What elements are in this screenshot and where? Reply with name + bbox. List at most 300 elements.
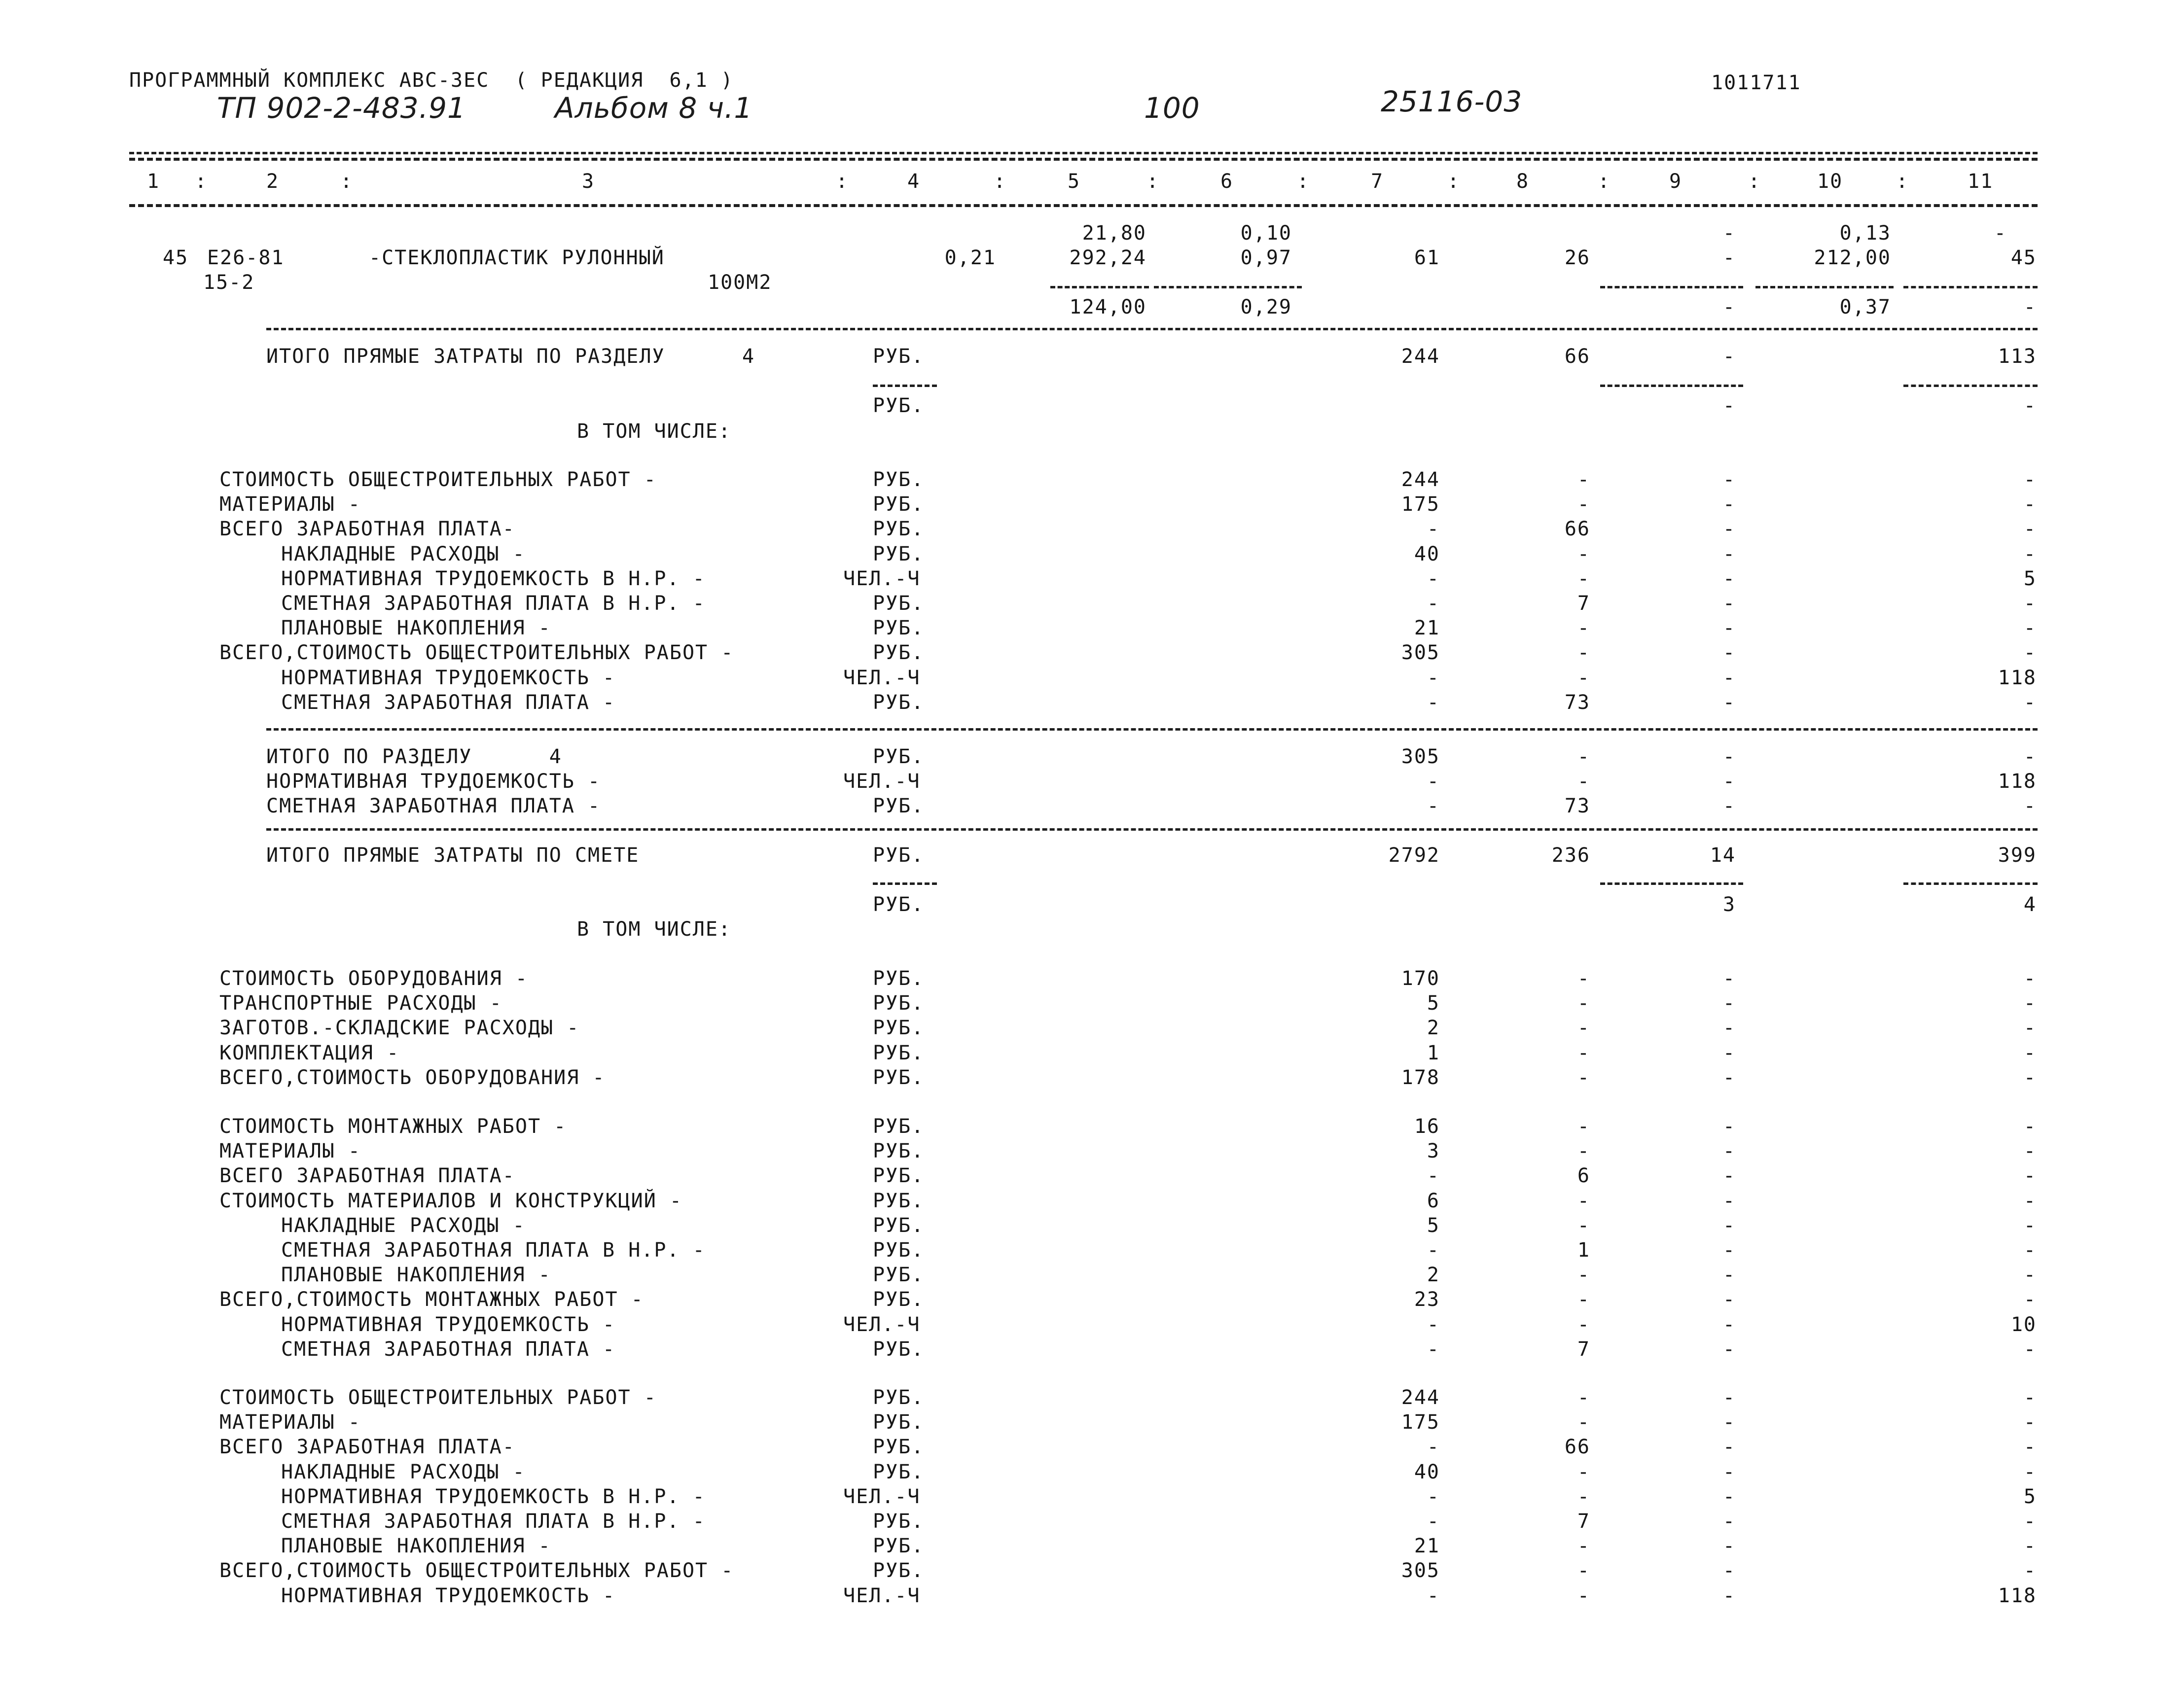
row-unit: РУБ.	[873, 518, 925, 541]
row-c8: -	[1577, 542, 1590, 565]
summary-row	[0, 1264, 2184, 1286]
row-c9: -	[1722, 1066, 1736, 1089]
handwritten-album: Альбом 8 ч.1	[555, 91, 753, 125]
smeta-total-sub-unit: РУБ.	[873, 893, 925, 916]
row-label: ЗАГОТОВ.-СКЛАДСКИЕ РАСХОДЫ -	[219, 1017, 580, 1040]
row-c7: 244	[1401, 468, 1440, 491]
row-label: ВСЕГО ЗАРАБОТНАЯ ПЛАТА-	[219, 1436, 515, 1459]
handwritten-page-number: 100	[1144, 91, 1200, 125]
row-c11: -	[2023, 1214, 2037, 1237]
row-c11: -	[2023, 1510, 2037, 1533]
item-unit: 100М2	[708, 271, 772, 294]
row-c11: -	[2023, 1386, 2037, 1409]
rule-item-bottom	[266, 328, 2038, 330]
item-c7: 61	[1414, 246, 1440, 269]
row-c9: -	[1722, 1214, 1736, 1237]
column-number-5: 5	[1068, 170, 1081, 193]
row-c9: -	[1722, 1436, 1736, 1459]
smeta-total-label: ИТОГО ПРЯМЫЕ ЗАТРАТЫ ПО СМЕТЕ	[266, 844, 640, 867]
row-label: ВСЕГО,СТОИМОСТЬ ОБЩЕСТРОИТЕЛЬНЫХ РАБОТ -	[219, 641, 734, 665]
rule-total-c9	[1600, 385, 1743, 387]
item-name: -СТЕКЛОПЛАСТИК РУЛОННЫЙ	[369, 246, 665, 269]
rule-smeta-unit	[873, 882, 937, 885]
row-label: СТОИМОСТЬ МОНТАЖНЫХ РАБОТ -	[219, 1115, 567, 1138]
row-label: ВСЕГО,СТОИМОСТЬ ОБЩЕСТРОИТЕЛЬНЫХ РАБОТ -	[219, 1559, 734, 1582]
row-unit: РУБ.	[873, 1264, 925, 1287]
row-c9: -	[1722, 1017, 1736, 1040]
column-number-9: 9	[1669, 170, 1683, 193]
row-label: ВСЕГО ЗАРАБОТНАЯ ПЛАТА-	[219, 1164, 515, 1188]
row-c9: -	[1722, 1411, 1736, 1434]
column-number-row: 1 : 2 : 3 : 4 : 5 : 6 : 7 : 8 : 9 : 10 : 11	[147, 170, 1994, 193]
summary-row	[0, 1115, 2184, 1138]
row-c8: 1	[1577, 1239, 1590, 1262]
row-unit: РУБ.	[873, 1189, 925, 1212]
item-c6-line3: 0,29	[1240, 296, 1292, 318]
summary-row	[0, 1288, 2184, 1311]
row-c8: -	[1577, 1041, 1590, 1064]
summary-row	[0, 770, 2184, 793]
row-unit: РУБ.	[873, 1535, 925, 1558]
row-c8: -	[1577, 567, 1590, 590]
item-c11-line2: 45	[2010, 246, 2037, 269]
handwritten-project-number: ТП 902-2-483.91	[217, 91, 466, 125]
row-c8: 7	[1577, 1510, 1590, 1533]
item-c11-line1: -	[1994, 222, 2007, 245]
row-unit: РУБ.	[873, 1460, 925, 1483]
row-c7: -	[1427, 1584, 1440, 1607]
row-c7: 175	[1401, 493, 1440, 516]
row-unit: РУБ.	[873, 1041, 925, 1064]
row-c8: -	[1577, 1115, 1590, 1138]
item-c5-line3: 124,00	[1069, 296, 1146, 318]
row-unit: ЧЕЛ.-Ч	[843, 1584, 921, 1607]
summary-row	[0, 1190, 2184, 1212]
row-c8: -	[1577, 1066, 1590, 1089]
row-label: МАТЕРИАЛЫ -	[219, 1411, 361, 1434]
row-unit: РУБ.	[873, 1337, 925, 1361]
summary-row	[0, 1239, 2184, 1262]
item-c9-line1: -	[1722, 222, 1736, 245]
row-c11: -	[2023, 691, 2037, 714]
row-c7: 23	[1414, 1288, 1440, 1311]
row-c8: 73	[1564, 795, 1590, 818]
summary-row	[0, 1214, 2184, 1237]
row-c7: -	[1427, 770, 1440, 793]
row-c9: -	[1722, 1313, 1736, 1336]
row-c11: 118	[1998, 1584, 2037, 1607]
rule-top	[129, 152, 2038, 154]
item-c6-line2: 0,97	[1240, 246, 1292, 269]
summary-row	[0, 567, 2184, 590]
row-label: НОРМАТИВНАЯ ТРУДОЕМКОСТЬ -	[281, 1313, 616, 1336]
column-number-7: 7	[1371, 170, 1384, 193]
row-c11: -	[2023, 1288, 2037, 1311]
row-c11: -	[2023, 468, 2037, 491]
row-c11: -	[2023, 1115, 2037, 1138]
row-c7: 2	[1427, 1017, 1440, 1040]
row-unit: РУБ.	[873, 795, 925, 818]
row-c7: 40	[1414, 542, 1440, 565]
summary-row	[0, 795, 2184, 817]
row-unit: РУБ.	[873, 1436, 925, 1459]
row-c9: -	[1722, 666, 1736, 689]
row-unit: РУБ.	[873, 967, 925, 990]
row-unit: РУБ.	[873, 1066, 925, 1089]
row-c11: -	[2023, 641, 2037, 665]
row-c11: -	[2023, 617, 2037, 640]
row-label: МАТЕРИАЛЫ -	[219, 1140, 361, 1163]
column-number-1: 1	[147, 170, 160, 193]
row-c8: -	[1577, 967, 1590, 990]
row-c8: -	[1577, 992, 1590, 1015]
v-tom-chisle-row-1	[0, 420, 2184, 443]
row-c7: -	[1427, 1337, 1440, 1361]
row-c9: -	[1722, 967, 1736, 990]
row-unit: ЧЕЛ.-Ч	[843, 1313, 921, 1336]
row-label: СМЕТНАЯ ЗАРАБОТНАЯ ПЛАТА В Н.Р. -	[281, 592, 706, 615]
row-unit: РУБ.	[873, 1115, 925, 1138]
row-label: ВСЕГО,СТОИМОСТЬ ОБОРУДОВАНИЯ -	[219, 1066, 606, 1089]
row-c8: -	[1577, 1017, 1590, 1040]
rule-sub-c9	[1600, 286, 1743, 288]
column-number-10: 10	[1817, 170, 1843, 193]
summary-row	[0, 1066, 2184, 1089]
row-c7: 175	[1401, 1411, 1440, 1434]
row-c7: -	[1427, 592, 1440, 615]
row-c11: -	[2023, 1559, 2037, 1582]
row-c9: -	[1722, 1584, 1736, 1607]
summary-row	[0, 1042, 2184, 1064]
row-unit: РУБ.	[873, 493, 925, 516]
row-c7: -	[1427, 795, 1440, 818]
row-c9: -	[1722, 992, 1736, 1015]
row-label: НОРМАТИВНАЯ ТРУДОЕМКОСТЬ -	[281, 1584, 616, 1607]
row-unit: РУБ.	[873, 1288, 925, 1311]
row-c8: -	[1577, 1485, 1590, 1508]
row-label: СМЕТНАЯ ЗАРАБОТНАЯ ПЛАТА -	[281, 1337, 616, 1361]
row-c9: -	[1722, 1337, 1736, 1361]
row-c7: 5	[1427, 992, 1440, 1015]
rule-itogo-bottom	[266, 828, 2038, 831]
row-unit: РУБ.	[873, 641, 925, 665]
section-total-c8: 66	[1564, 345, 1590, 368]
row-label: ТРАНСПОРТНЫЕ РАСХОДЫ -	[219, 992, 502, 1015]
smeta-total-row	[0, 844, 2184, 867]
handwritten-sheet-code: 25116-03	[1381, 85, 1523, 118]
section-total-sub-unit: РУБ.	[873, 394, 925, 417]
row-c7: 170	[1401, 967, 1440, 990]
row-unit: РУБ.	[873, 1411, 925, 1434]
row-c7: -	[1427, 1485, 1440, 1508]
row-c7: -	[1427, 567, 1440, 590]
row-unit: РУБ.	[873, 1214, 925, 1237]
rule-group-1-bottom	[266, 728, 2038, 731]
row-c9: -	[1722, 468, 1736, 491]
summary-row	[0, 493, 2184, 516]
row-c8: -	[1577, 1313, 1590, 1336]
row-c7: 5	[1427, 1214, 1440, 1237]
summary-row	[0, 1584, 2184, 1607]
row-unit: РУБ.	[873, 1239, 925, 1262]
item-quantity: 0,21	[944, 246, 996, 269]
row-c9: -	[1722, 1115, 1736, 1138]
row-c9: -	[1722, 795, 1736, 818]
row-c8: -	[1577, 468, 1590, 491]
row-unit: РУБ.	[873, 592, 925, 615]
summary-row	[0, 667, 2184, 689]
row-label: ИТОГО ПО РАЗДЕЛУ 4	[266, 745, 562, 768]
row-c9: -	[1722, 1264, 1736, 1287]
row-c9: -	[1722, 1189, 1736, 1212]
row-c7: 305	[1401, 641, 1440, 665]
row-c9: -	[1722, 1386, 1736, 1409]
v-tom-chisle-heading-1: В ТОМ ЧИСЛЕ:	[577, 420, 731, 443]
item-number: 45	[163, 246, 189, 269]
summary-row	[0, 1164, 2184, 1187]
row-c8: -	[1577, 1288, 1590, 1311]
row-c7: -	[1427, 1436, 1440, 1459]
row-c8: -	[1577, 1460, 1590, 1483]
smeta-total-c7: 2792	[1388, 844, 1440, 867]
row-c7: -	[1427, 666, 1440, 689]
smeta-total-sub-c11: 4	[2023, 893, 2037, 916]
row-c7: 178	[1401, 1066, 1440, 1089]
row-unit: РУБ.	[873, 542, 925, 565]
row-c11: -	[2023, 1535, 2037, 1558]
row-unit: РУБ.	[873, 745, 925, 768]
row-label: НОРМАТИВНАЯ ТРУДОЕМКОСТЬ В Н.Р. -	[281, 1485, 706, 1508]
row-c7: 2	[1427, 1264, 1440, 1287]
column-number-3: 3	[582, 170, 595, 193]
row-c8: -	[1577, 1535, 1590, 1558]
row-c11: -	[2023, 1140, 2037, 1163]
row-c8: -	[1577, 1411, 1590, 1434]
summary-row	[0, 992, 2184, 1015]
row-c9: -	[1722, 1535, 1736, 1558]
rule-sub-c6	[1154, 286, 1302, 288]
item-row-4	[0, 296, 2184, 318]
row-label: ПЛАНОВЫЕ НАКОПЛЕНИЯ -	[281, 617, 551, 640]
row-c7: 1	[1427, 1041, 1440, 1064]
summary-row	[0, 1140, 2184, 1162]
summary-row	[0, 967, 2184, 990]
row-c8: -	[1577, 745, 1590, 768]
row-unit: ЧЕЛ.-Ч	[843, 1485, 921, 1508]
row-c9: -	[1722, 691, 1736, 714]
column-number-11: 11	[1968, 170, 1994, 193]
section-total-c11: 113	[1998, 345, 2037, 368]
row-label: МАТЕРИАЛЫ -	[219, 493, 361, 516]
row-label: СТОИМОСТЬ ОБЩЕСТРОИТЕЛЬНЫХ РАБОТ -	[219, 1386, 657, 1409]
row-label: ВСЕГО,СТОИМОСТЬ МОНТАЖНЫХ РАБОТ -	[219, 1288, 644, 1311]
item-c5-line2: 292,24	[1069, 246, 1146, 269]
item-c10-line2: 212,00	[1814, 246, 1891, 269]
item-row-2	[0, 246, 2184, 269]
row-label: НОРМАТИВНАЯ ТРУДОЕМКОСТЬ В Н.Р. -	[281, 567, 706, 590]
item-c9-line2: -	[1722, 246, 1736, 269]
v-tom-chisle-row-2	[0, 918, 2184, 941]
row-c7: 305	[1401, 1559, 1440, 1582]
row-c8: 7	[1577, 592, 1590, 615]
item-c9-line3: -	[1722, 296, 1736, 318]
row-c9: -	[1722, 493, 1736, 516]
row-unit: ЧЕЛ.-Ч	[843, 770, 921, 793]
item-code-line2: 15-2	[203, 271, 255, 294]
item-code: Е26-81	[207, 246, 285, 269]
summary-row	[0, 1386, 2184, 1409]
row-c8: 66	[1564, 1436, 1590, 1459]
row-c7: -	[1427, 1164, 1440, 1188]
row-c7: 6	[1427, 1189, 1440, 1212]
section-total-unit: РУБ.	[873, 345, 925, 368]
row-c11: -	[2023, 795, 2037, 818]
summary-row	[0, 1313, 2184, 1336]
row-c11: -	[2023, 745, 2037, 768]
row-c8: -	[1577, 1214, 1590, 1237]
row-c9: -	[1722, 1485, 1736, 1508]
row-label: ПЛАНОВЫЕ НАКОПЛЕНИЯ -	[281, 1264, 551, 1287]
column-number-8: 8	[1516, 170, 1530, 193]
row-label: СМЕТНАЯ ЗАРАБОТНАЯ ПЛАТА В Н.Р. -	[281, 1239, 706, 1262]
rule-total-c11	[1903, 385, 2038, 387]
row-c11: -	[2023, 1460, 2037, 1483]
row-label: НОРМАТИВНАЯ ТРУДОЕМКОСТЬ -	[281, 666, 616, 689]
summary-row	[0, 1461, 2184, 1483]
row-c9: -	[1722, 1460, 1736, 1483]
v-tom-chisle-heading-2: В ТОМ ЧИСЛЕ:	[577, 918, 731, 941]
row-c11: 5	[2023, 567, 2037, 590]
document-code: 1011711	[1711, 71, 1801, 94]
row-c11: -	[2023, 1189, 2037, 1212]
row-label: СТОИМОСТЬ ОБОРУДОВАНИЯ -	[219, 967, 528, 990]
row-c7: 244	[1401, 1386, 1440, 1409]
row-c11: -	[2023, 592, 2037, 615]
summary-row	[0, 1485, 2184, 1508]
rule-total-unit	[873, 385, 937, 387]
row-c9: -	[1722, 1510, 1736, 1533]
row-c11: -	[2023, 1164, 2037, 1188]
item-row-1	[0, 222, 2184, 245]
row-c9: -	[1722, 1239, 1736, 1262]
summary-row	[0, 518, 2184, 540]
row-c7: 16	[1414, 1115, 1440, 1138]
row-c8: 66	[1564, 518, 1590, 541]
row-c9: -	[1722, 770, 1736, 793]
row-label: СМЕТНАЯ ЗАРАБОТНАЯ ПЛАТА -	[266, 795, 601, 818]
summary-row	[0, 543, 2184, 565]
row-c9: -	[1722, 1288, 1736, 1311]
smeta-total-sub-c9: 3	[1722, 893, 1736, 916]
row-c11: -	[2023, 542, 2037, 565]
column-number-6: 6	[1220, 170, 1234, 193]
row-unit: ЧЕЛ.-Ч	[843, 666, 921, 689]
row-c8: -	[1577, 493, 1590, 516]
row-c8: -	[1577, 617, 1590, 640]
summary-row	[0, 1510, 2184, 1533]
row-c9: -	[1722, 1559, 1736, 1582]
summary-row	[0, 468, 2184, 491]
item-c8: 26	[1564, 246, 1590, 269]
row-c8: -	[1577, 1386, 1590, 1409]
row-c7: -	[1427, 691, 1440, 714]
row-unit: РУБ.	[873, 1559, 925, 1582]
row-label: КОМПЛЕКТАЦИЯ -	[219, 1041, 400, 1064]
item-c10-line1: 0,13	[1839, 222, 1891, 245]
row-c7: -	[1427, 1313, 1440, 1336]
row-c9: -	[1722, 1140, 1736, 1163]
row-c11: -	[2023, 1411, 2037, 1434]
smeta-total-unit: РУБ.	[873, 844, 925, 867]
item-row-3	[0, 271, 2184, 294]
section-total-c7: 244	[1401, 345, 1440, 368]
row-c7: -	[1427, 518, 1440, 541]
row-unit: РУБ.	[873, 1017, 925, 1040]
row-unit: ЧЕЛ.-Ч	[843, 567, 921, 590]
row-unit: РУБ.	[873, 691, 925, 714]
row-c11: 5	[2023, 1485, 2037, 1508]
row-unit: РУБ.	[873, 1140, 925, 1163]
rule-smeta-c11	[1903, 882, 2038, 885]
rule-header-bottom	[129, 204, 2038, 207]
row-unit: РУБ.	[873, 1164, 925, 1188]
row-label: СТОИМОСТЬ МАТЕРИАЛОВ И КОНСТРУКЦИЙ -	[219, 1189, 682, 1212]
row-label: НАКЛАДНЫЕ РАСХОДЫ -	[281, 1214, 526, 1237]
summary-row	[0, 1535, 2184, 1557]
row-c9: -	[1722, 1164, 1736, 1188]
row-c7: -	[1427, 1239, 1440, 1262]
row-c9: -	[1722, 745, 1736, 768]
row-c11: -	[2023, 1337, 2037, 1361]
row-c11: -	[2023, 1041, 2037, 1064]
item-c6-line1: 0,10	[1240, 222, 1292, 245]
rule-sub-c10	[1755, 286, 1894, 288]
summary-row	[0, 617, 2184, 639]
row-c7: 3	[1427, 1140, 1440, 1163]
row-label: ВСЕГО ЗАРАБОТНАЯ ПЛАТА-	[219, 518, 515, 541]
row-unit: РУБ.	[873, 992, 925, 1015]
rule-sub-c5	[1050, 286, 1149, 288]
summary-row	[0, 1436, 2184, 1458]
row-c8: -	[1577, 1584, 1590, 1607]
row-c11: -	[2023, 493, 2037, 516]
row-c9: -	[1722, 542, 1736, 565]
row-c9: -	[1722, 641, 1736, 665]
section-total-c9: -	[1722, 345, 1736, 368]
row-c9: -	[1722, 1041, 1736, 1064]
row-label: НАКЛАДНЫЕ РАСХОДЫ -	[281, 542, 526, 565]
row-label: НАКЛАДНЫЕ РАСХОДЫ -	[281, 1460, 526, 1483]
row-c9: -	[1722, 567, 1736, 590]
summary-row	[0, 641, 2184, 664]
item-c11-line3: -	[2023, 296, 2037, 318]
row-c11: -	[2023, 992, 2037, 1015]
smeta-total-c8: 236	[1551, 844, 1590, 867]
row-c8: -	[1577, 666, 1590, 689]
column-number-2: 2	[266, 170, 280, 193]
row-c7: -	[1427, 1510, 1440, 1533]
summary-row	[0, 1338, 2184, 1361]
row-c11: -	[2023, 1017, 2037, 1040]
row-unit: РУБ.	[873, 617, 925, 640]
row-c7: 40	[1414, 1460, 1440, 1483]
section-total-sub-c11: -	[2023, 394, 2037, 417]
row-unit: РУБ.	[873, 1510, 925, 1533]
row-label: ПЛАНОВЫЕ НАКОПЛЕНИЯ -	[281, 1535, 551, 1558]
column-number-4: 4	[907, 170, 921, 193]
summary-row	[0, 1411, 2184, 1434]
row-c11: -	[2023, 1264, 2037, 1287]
